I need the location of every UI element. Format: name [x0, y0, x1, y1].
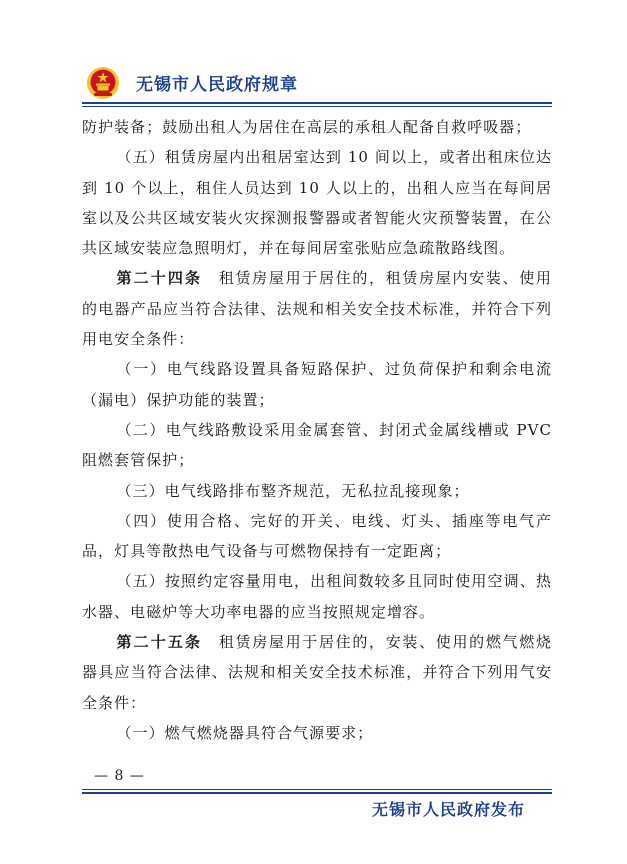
paragraph-item-5: （五）租赁房屋内出租居室达到 10 间以上，或者出租床位达到 10 个以上，租住人员达到 10 人以上的，出租人应当在每间居室以及公共区域安装火灾探测报警器或者智能火灾预警装置，在公共区域安装应急照明灯，并在每间居室张贴应急疏散路线图。: [82, 148, 552, 258]
article-25-item-1: （一）燃气燃烧器具符合气源要求；: [116, 723, 374, 742]
national-emblem-icon: [86, 66, 120, 100]
article-25-text: 租赁房屋用于居住的，安装、使用的燃气燃烧器具应当符合法律、法规和相关安全技术标准，并符合下列用气安全条件：: [82, 633, 552, 712]
header-divider-thin: [82, 106, 552, 107]
article-25: [82, 627, 552, 718]
footer-publisher: 无锡市人民政府发布: [372, 800, 526, 819]
page-header: [82, 64, 552, 106]
article-24-heading: 第二十四条: [116, 269, 203, 288]
article-24-item-2: （二）电气线路敷设采用金属套管、封闭式金属线槽或 PVC 阻燃套管保护；: [82, 420, 552, 470]
page-number: — 8 —: [94, 768, 145, 784]
article-24: [82, 263, 552, 354]
footer-divider: [82, 792, 552, 794]
article-24-item-3: （三）电气线路排布整齐规范，无私拉乱接现象；: [116, 481, 470, 500]
footer-divider-thin: [82, 789, 552, 790]
article-24-item-1: （一）电气线路设置具备短路保护、过负荷保护和剩余电流（漏电）保护功能的装置；: [82, 360, 552, 409]
header-title: 无锡市人民政府规章: [136, 75, 298, 95]
document-body: [82, 112, 552, 748]
article-25-heading: 第二十五条: [116, 633, 203, 652]
header-divider: [82, 102, 552, 104]
article-24-text: 租赁房屋用于居住的，租赁房屋内安装、使用的电器产品应当符合法律、法规和相关安全技术标准，并符合下列用电安全条件：: [82, 269, 552, 349]
article-24-item-5: （五）按照约定容量用电，出租间数较多且同时使用空调、热水器、电磁炉等大功率电器的应当按照规定增容。: [82, 572, 552, 621]
article-24-item-4: （四）使用合格、完好的开关、电线、灯头、插座等电气产品，灯具等散热电气设备与可燃物保持有一定距离；: [82, 511, 552, 561]
paragraph-continuation: 防护装备；鼓励出租人为居住在高层的承租人配备自救呼吸器；: [82, 118, 532, 136]
